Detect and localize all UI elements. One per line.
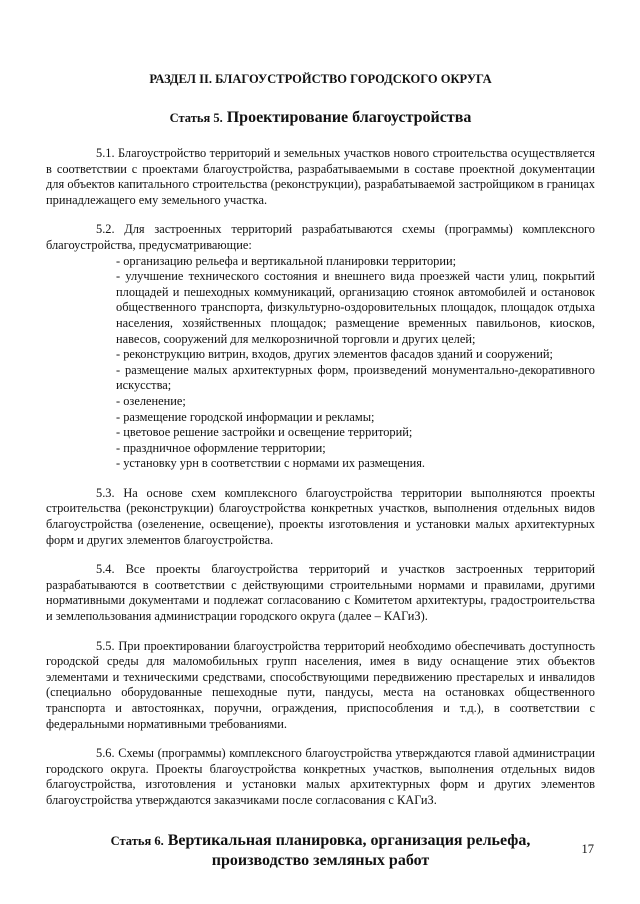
article-5-title [46, 108, 595, 128]
article-6-title [46, 831, 595, 870]
paragraph-5-1: 5.1. Благоустройство территорий и земельных участков нового строительства осуществляется в соответствии с проектами благоустройства, разрабатываемыми в составе проектной документации для объектов капитального строительства (реконструкции), разрабатываемой застройщиком в границах принадлежащего ему земельного участка. [46, 146, 595, 207]
article-6-name-line2: производство земляных работ [211, 851, 430, 869]
paragraph-5-4: 5.4. Все проекты благоустройства территорий и участков застроенных территорий разрабатываются в соответствии с действующими строительными нормами и правилами, другими нормативными документами и подлежат согласованию с Комитетом архитектуры, градостроительства и землепользования администрации городского округа (далее – КАГиЗ). [46, 562, 595, 624]
list-item: - организацию рельефа и вертикальной планировки территории; [116, 253, 457, 268]
paragraph-5-3: 5.3. На основе схем комплексного благоустройства территории выполняются проекты строительства (реконструкции) благоустройства конкретных участков, выполнения отдельных видов благоустройства (озеленение, освещение), проекты изготовления и установки малых архитектурных форм и других элементов благоустройства. [46, 485, 595, 547]
page-number: 17 [581, 842, 594, 856]
page-content [46, 71, 595, 870]
article-6-name-line1: Вертикальная планировка, организация рельефа, [167, 831, 531, 849]
list-item: - улучшение технического состояния и внешнего вида проезжей части улиц, покрытий площадей и пешеходных коммуникаций, организацию стоянок автомобилей и остановок общественного транспорта, физкультурно-оздоровительных площадок, площадок отдыха населения, хозяйственных площадок; размещение временных павильонов, киосков, навесов, сооружений для мелкорозничной торговли и других целей; [116, 269, 595, 346]
list-item: - праздничное оформление территории; [116, 440, 326, 455]
article-5-name: Проектирование благоустройства [226, 109, 472, 126]
list-item: - цветовое решение застройки и освещение территорий; [116, 425, 413, 440]
list-item: - установку урн в соответствии с нормами их размещения. [116, 456, 426, 471]
section-title: РАЗДЕЛ II. БЛАГОУСТРОЙСТВО ГОРОДСКОГО ОКРУГА [149, 72, 492, 86]
list-item: - озеленение; [116, 393, 186, 408]
article-6-number: Статья 6. [110, 833, 164, 848]
list-item: - размещение малых архитектурных форм, произведений монументально-декоративного искусства; [116, 362, 595, 393]
list-item: - реконструкцию витрин, входов, других элементов фасадов зданий и сооружений; [116, 347, 553, 362]
paragraph-5-6: 5.6. Схемы (программы) комплексного благоустройства утверждаются главой администрации городского округа. Проекты благоустройства конкретных участков, выполнения отдельных видов благоустройства, изготовления и установки малых архитектурных форм и других элементов благоустройства утверждаются заказчиками после согласования с КАГиЗ. [46, 746, 595, 807]
paragraph-5-2-intro: 5.2. Для застроенных территорий разрабатываются схемы (программы) комплексного благоустройства, предусматривающие: [46, 222, 595, 252]
article-5-number: Статья 5. [169, 111, 223, 125]
list-item: - размещение городской информации и рекламы; [116, 409, 375, 424]
paragraph-5-5: 5.5. При проектировании благоустройства территорий необходимо обеспечивать доступность городской среды для маломобильных групп населения, имея в виду оснащение этих объектов элементами и техническими средствами, способствующими передвижению престарелых и инвалидов (специально оборудованные пешеходные пути, пандусы, места на остановках общественного транспорта и автостоянках, поручни, ограждения, приспособления и т.д.), в соответствии с федеральными нормативными требованиями. [46, 638, 595, 731]
paragraph-5-2-list [46, 254, 595, 472]
